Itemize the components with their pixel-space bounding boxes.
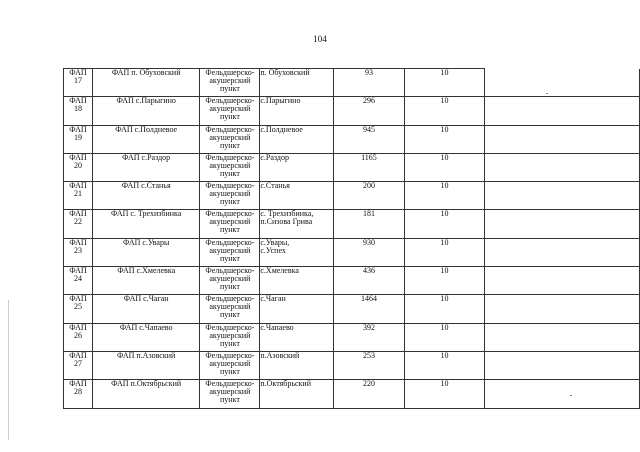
population-cell: 220 (334, 380, 405, 408)
facility-location-line: п.Азовский (260, 350, 300, 360)
capacity-cell: 10 (404, 210, 484, 238)
facility-type-line: акушерский (209, 76, 251, 85)
facility-location-line: п.Октябрьский (260, 379, 311, 389)
facility-code-cell (64, 267, 93, 295)
facility-type-line: пункт (219, 140, 240, 150)
capacity-cell: 10 (404, 323, 484, 351)
facility-location-cell (260, 295, 334, 323)
empty-cell (485, 351, 640, 379)
table-row (64, 182, 640, 210)
facility-code-cell (64, 295, 93, 323)
facility-type-line: Фельдшерско- (205, 152, 255, 162)
facility-code-cell (64, 69, 93, 97)
facility-type-line: пункт (219, 366, 240, 376)
population-cell: 1165 (334, 153, 405, 181)
facility-location-cell (260, 182, 334, 210)
capacity-cell: 10 (404, 125, 484, 153)
facility-type-line: Фельдшерско- (205, 68, 255, 77)
facility-location-line: с.Станья (260, 181, 290, 191)
facility-type-cell (200, 125, 260, 153)
facility-location-line: с.Полдневое (260, 124, 303, 134)
capacity-cell: 10 (404, 69, 484, 97)
facility-code-line: ФАП (69, 322, 87, 332)
page-number: 104 (313, 34, 327, 44)
facility-name-cell: ФАП п.Азовский (92, 351, 200, 379)
facility-location-cell (260, 380, 334, 408)
empty-cell (485, 153, 640, 181)
facility-type-line: Фельдшерско- (205, 294, 255, 304)
capacity-cell: 10 (404, 380, 484, 408)
facility-location-line: с.Чапаево (260, 322, 294, 332)
facility-type-line: Фельдшерско- (205, 379, 255, 389)
facility-location-line: с.Успех (260, 245, 286, 255)
facility-name-cell: ФАП с.Раздор (92, 153, 200, 181)
facility-type-line: акушерский (209, 302, 251, 312)
facility-type-cell (200, 295, 260, 323)
facility-type-line: Фельдшерско- (205, 124, 255, 134)
facility-code-line: 20 (73, 160, 82, 170)
facility-location-cell (260, 323, 334, 351)
population-cell: 296 (334, 97, 405, 125)
facility-type-line: Фельдшерско- (205, 322, 255, 332)
table-row (64, 153, 640, 181)
facility-type-line: пункт (219, 338, 240, 348)
facility-type-line: акушерский (209, 104, 251, 114)
facility-code-cell (64, 97, 93, 125)
facility-type-line: пункт (219, 168, 240, 178)
empty-cell (485, 97, 640, 125)
facility-code-line: ФАП (69, 379, 87, 389)
facility-location-line: п. Обуховский (260, 68, 310, 77)
population-cell: 930 (334, 238, 405, 266)
facility-name-cell: ФАП с.Полдневое (92, 125, 200, 153)
facility-code-line: 23 (73, 245, 82, 255)
facility-code-cell (64, 238, 93, 266)
facility-name-cell: ФАП с.Станья (92, 182, 200, 210)
facility-type-cell (200, 210, 260, 238)
facility-type-line: пункт (219, 112, 240, 122)
capacity-cell: 10 (404, 267, 484, 295)
scan-speck (570, 395, 572, 396)
facility-type-line: пункт (219, 253, 240, 263)
population-cell: 181 (334, 210, 405, 238)
facility-code-cell (64, 323, 93, 351)
facility-code-line: 25 (73, 302, 82, 312)
facility-type-cell (200, 380, 260, 408)
facility-type-line: Фельдшерско- (205, 181, 255, 191)
facility-code-line: ФАП (69, 68, 87, 77)
facility-location-line: с.Хмелевка (260, 266, 299, 276)
facility-type-line: пункт (219, 282, 240, 292)
table-row (64, 351, 640, 379)
facility-table (63, 68, 640, 409)
facility-code-line: 28 (73, 387, 82, 397)
facility-code-line: ФАП (69, 266, 87, 276)
facility-code-line: 27 (73, 358, 82, 368)
population-cell: 392 (334, 323, 405, 351)
table-row (64, 323, 640, 351)
facility-type-line: акушерский (209, 358, 251, 368)
facility-type-line: акушерский (209, 217, 251, 227)
table-row (64, 267, 640, 295)
facility-name-cell: ФАП с.Хмелевка (92, 267, 200, 295)
facility-code-cell (64, 153, 93, 181)
population-cell: 945 (334, 125, 405, 153)
facility-code-line: ФАП (69, 152, 87, 162)
facility-location-line: с.Парыгино (260, 96, 301, 106)
facility-code-line: 21 (73, 189, 82, 199)
facility-code-line: 18 (73, 104, 82, 114)
facility-location-cell (260, 238, 334, 266)
facility-code-line: ФАП (69, 124, 87, 134)
facility-type-cell (200, 69, 260, 97)
facility-type-cell (200, 238, 260, 266)
facility-code-line: 26 (73, 330, 82, 340)
facility-code-line: 24 (73, 274, 82, 284)
facility-type-line: пункт (219, 225, 240, 235)
facility-code-line: ФАП (69, 237, 87, 247)
facility-code-line: 17 (73, 76, 82, 85)
scan-speck (546, 93, 548, 94)
facility-location-cell (260, 153, 334, 181)
empty-cell (485, 323, 640, 351)
empty-cell (485, 125, 640, 153)
facility-type-line: акушерский (209, 387, 251, 397)
capacity-cell: 10 (404, 351, 484, 379)
capacity-cell: 10 (404, 153, 484, 181)
facility-type-line: Фельдшерско- (205, 266, 255, 276)
facility-code-line: ФАП (69, 294, 87, 304)
facility-type-line: Фельдшерско- (205, 96, 255, 106)
facility-code-line: ФАП (69, 181, 87, 191)
facility-location-cell (260, 125, 334, 153)
table-row (64, 97, 640, 125)
facility-location-line: с.Раздор (260, 152, 289, 162)
facility-location-line: с.Увары, (260, 237, 290, 247)
facility-code-line: ФАП (69, 96, 87, 106)
facility-type-line: пункт (219, 197, 240, 207)
population-cell: 93 (334, 69, 405, 97)
facility-location-cell (260, 351, 334, 379)
facility-location-cell (260, 210, 334, 238)
facility-location-line: с.Чаган (260, 294, 286, 304)
facility-type-cell (200, 153, 260, 181)
facility-type-cell (200, 323, 260, 351)
table-row (64, 295, 640, 323)
facility-type-line: пункт (219, 395, 240, 405)
empty-cell (485, 267, 640, 295)
facility-location-cell (260, 69, 334, 97)
empty-cell (485, 295, 640, 323)
facility-type-cell (200, 267, 260, 295)
table-row (64, 69, 640, 97)
empty-cell (485, 380, 640, 408)
facility-name-cell: ФАП с.Парыгино (92, 97, 200, 125)
facility-type-line: акушерский (209, 274, 251, 284)
facility-type-cell (200, 351, 260, 379)
capacity-cell: 10 (404, 238, 484, 266)
population-cell: 200 (334, 182, 405, 210)
facility-type-line: акушерский (209, 189, 251, 199)
facility-name-cell: ФАП с.Увары (92, 238, 200, 266)
facility-name-cell: ФАП с.Чаган (92, 295, 200, 323)
scan-edge-line (8, 300, 9, 440)
facility-code-cell (64, 210, 93, 238)
facility-type-line: акушерский (209, 132, 251, 142)
capacity-cell: 10 (404, 182, 484, 210)
facility-type-line: пункт (219, 310, 240, 320)
facility-code-cell (64, 351, 93, 379)
facility-location-line: с. Трехизбинка, (260, 209, 314, 219)
capacity-cell: 10 (404, 295, 484, 323)
facility-location-line: п.Сизова Грива (260, 217, 313, 227)
facility-type-line: акушерский (209, 160, 251, 170)
facility-type-line: акушерский (209, 245, 251, 255)
empty-cell (485, 210, 640, 238)
facility-type-line: пункт (219, 84, 240, 93)
facility-location-cell (260, 267, 334, 295)
facility-code-line: 22 (73, 217, 82, 227)
table-row (64, 125, 640, 153)
capacity-cell: 10 (404, 97, 484, 125)
facility-type-line: Фельдшерско- (205, 350, 255, 360)
empty-cell (485, 182, 640, 210)
facility-name-cell: ФАП п. Обуховский (92, 69, 200, 97)
facility-code-line: 19 (73, 132, 82, 142)
facility-type-line: акушерский (209, 330, 251, 340)
facility-name-cell: ФАП с.Чапаево (92, 323, 200, 351)
facility-code-line: ФАП (69, 350, 87, 360)
population-cell: 253 (334, 351, 405, 379)
facility-name-cell: ФАП с. Трехизбинка (92, 210, 200, 238)
facility-name-cell: ФАП п.Октябрьский (92, 380, 200, 408)
facility-code-cell (64, 125, 93, 153)
empty-cell (485, 238, 640, 266)
facility-code-line: ФАП (69, 209, 87, 219)
table-body (64, 69, 640, 409)
table-row (64, 210, 640, 238)
population-cell: 436 (334, 267, 405, 295)
facility-type-line: Фельдшерско- (205, 209, 255, 219)
facility-type-cell (200, 97, 260, 125)
facility-location-cell (260, 97, 334, 125)
facility-code-cell (64, 380, 93, 408)
table-row (64, 238, 640, 266)
table-row (64, 380, 640, 408)
facility-type-cell (200, 182, 260, 210)
empty-cell (485, 69, 640, 97)
facility-type-line: Фельдшерско- (205, 237, 255, 247)
facility-code-cell (64, 182, 93, 210)
population-cell: 1464 (334, 295, 405, 323)
